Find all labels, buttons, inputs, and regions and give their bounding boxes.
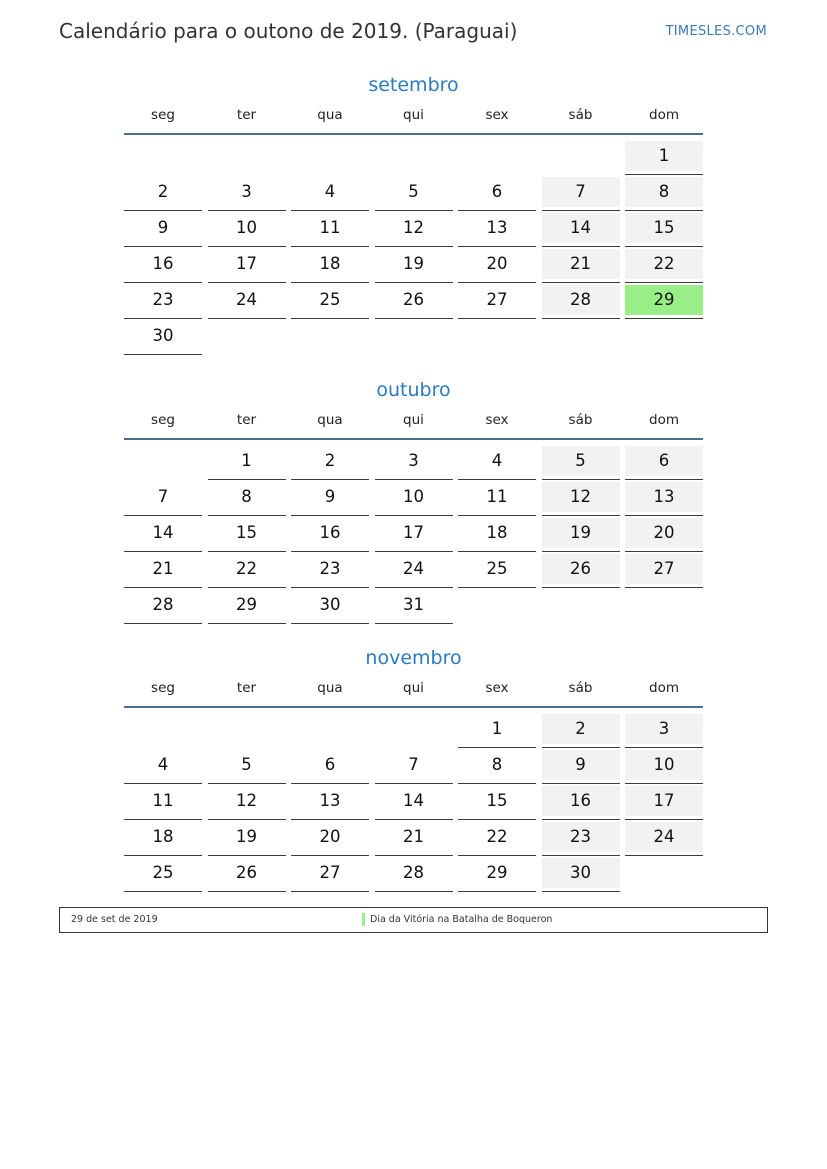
day-cell bbox=[458, 784, 536, 820]
day-cell bbox=[625, 211, 703, 247]
day-cell bbox=[124, 319, 202, 355]
day-cell bbox=[542, 820, 620, 856]
empty-day-cell bbox=[208, 712, 286, 748]
day-number: 2 bbox=[157, 182, 169, 201]
day-number: 27 bbox=[625, 554, 703, 584]
day-cell bbox=[458, 820, 536, 856]
empty-day-cell bbox=[625, 588, 703, 624]
day-cell bbox=[124, 588, 202, 624]
day-number: 10 bbox=[625, 750, 703, 780]
day-number: 25 bbox=[152, 863, 174, 882]
day-number: 7 bbox=[542, 177, 620, 207]
day-number: 30 bbox=[319, 595, 341, 614]
header-rule bbox=[124, 133, 703, 135]
weekday-label: sáb bbox=[568, 412, 593, 428]
day-number: 12 bbox=[236, 791, 257, 810]
legend-color-swatch bbox=[362, 913, 365, 926]
day-cell bbox=[625, 247, 703, 283]
day-number: 29 bbox=[236, 595, 257, 614]
day-cell bbox=[208, 247, 286, 283]
day-number: 14 bbox=[403, 791, 424, 810]
day-number: 26 bbox=[236, 863, 257, 882]
day-number: 13 bbox=[319, 791, 341, 810]
day-cell bbox=[458, 712, 536, 748]
month-novembro bbox=[124, 644, 703, 892]
day-cell bbox=[291, 444, 369, 480]
day-number: 16 bbox=[152, 254, 174, 273]
legend-date: 29 de set de 2019 bbox=[71, 914, 158, 925]
weekday-label: qui bbox=[403, 107, 424, 123]
empty-day-cell bbox=[291, 139, 369, 175]
month-setembro bbox=[124, 71, 703, 355]
weekday-label: qui bbox=[403, 412, 424, 428]
day-number: 19 bbox=[236, 827, 257, 846]
day-cell bbox=[208, 516, 286, 552]
day-cell bbox=[208, 856, 286, 892]
day-cell bbox=[291, 856, 369, 892]
day-cell bbox=[375, 856, 453, 892]
month-name: novembro bbox=[365, 647, 462, 669]
day-cell bbox=[124, 820, 202, 856]
day-cell bbox=[625, 712, 703, 748]
day-cell bbox=[542, 175, 620, 211]
day-cell bbox=[458, 175, 536, 211]
day-number: 8 bbox=[625, 177, 703, 207]
day-cell bbox=[625, 516, 703, 552]
day-number: 24 bbox=[625, 822, 703, 852]
weekday-label: ter bbox=[236, 107, 257, 123]
day-cell bbox=[208, 211, 286, 247]
day-grid bbox=[124, 139, 703, 355]
empty-day-cell bbox=[208, 139, 286, 175]
day-cell bbox=[542, 247, 620, 283]
day-cell bbox=[375, 283, 453, 319]
empty-day-cell bbox=[375, 712, 453, 748]
day-number: 28 bbox=[403, 863, 424, 882]
day-cell bbox=[458, 283, 536, 319]
day-cell bbox=[375, 748, 453, 784]
month-name: outubro bbox=[376, 379, 451, 401]
day-number: 4 bbox=[491, 451, 503, 470]
day-number: 8 bbox=[491, 755, 503, 774]
day-number: 13 bbox=[486, 218, 508, 237]
weekday-label: seg bbox=[151, 107, 175, 123]
empty-day-cell bbox=[542, 139, 620, 175]
day-number: 22 bbox=[236, 559, 257, 578]
day-number: 31 bbox=[403, 595, 424, 614]
weekday-label: sex bbox=[485, 107, 509, 123]
day-cell bbox=[625, 444, 703, 480]
day-cell bbox=[375, 784, 453, 820]
day-number: 13 bbox=[625, 482, 703, 512]
month-outubro bbox=[124, 376, 703, 624]
day-number: 27 bbox=[486, 290, 508, 309]
day-cell bbox=[458, 444, 536, 480]
day-cell bbox=[625, 552, 703, 588]
header-rule bbox=[124, 706, 703, 708]
day-cell bbox=[625, 175, 703, 211]
day-number: 25 bbox=[486, 559, 508, 578]
day-number: 11 bbox=[486, 487, 508, 506]
day-number: 2 bbox=[542, 714, 620, 744]
day-cell bbox=[542, 552, 620, 588]
day-number: 24 bbox=[236, 290, 257, 309]
day-number: 7 bbox=[157, 487, 169, 506]
day-number: 12 bbox=[542, 482, 620, 512]
month-name: setembro bbox=[368, 74, 459, 96]
day-number: 23 bbox=[319, 559, 341, 578]
empty-day-cell bbox=[625, 319, 703, 355]
weekday-label: qua bbox=[317, 412, 343, 428]
day-number: 16 bbox=[542, 786, 620, 816]
weekday-label: sáb bbox=[568, 107, 593, 123]
header-rule bbox=[124, 438, 703, 440]
day-number: 20 bbox=[319, 827, 341, 846]
empty-day-cell bbox=[375, 139, 453, 175]
empty-day-cell bbox=[124, 444, 202, 480]
day-cell bbox=[124, 748, 202, 784]
day-number: 21 bbox=[542, 249, 620, 279]
day-cell bbox=[208, 444, 286, 480]
day-number: 22 bbox=[625, 249, 703, 279]
day-cell bbox=[375, 247, 453, 283]
day-number: 9 bbox=[157, 218, 169, 237]
day-cell bbox=[542, 444, 620, 480]
day-cell bbox=[208, 820, 286, 856]
day-cell bbox=[625, 480, 703, 516]
day-cell bbox=[208, 283, 286, 319]
day-cell bbox=[458, 856, 536, 892]
day-cell bbox=[124, 247, 202, 283]
day-number: 18 bbox=[319, 254, 341, 273]
day-number: 9 bbox=[542, 750, 620, 780]
day-grid bbox=[124, 444, 703, 624]
day-cell bbox=[291, 588, 369, 624]
day-number: 20 bbox=[625, 518, 703, 548]
empty-day-cell bbox=[458, 139, 536, 175]
empty-day-cell bbox=[625, 856, 703, 892]
day-cell bbox=[542, 784, 620, 820]
day-number: 30 bbox=[542, 858, 620, 888]
day-cell bbox=[375, 588, 453, 624]
weekday-label: sáb bbox=[568, 680, 593, 696]
holiday-day-cell bbox=[625, 283, 703, 319]
day-cell bbox=[542, 748, 620, 784]
day-cell bbox=[542, 712, 620, 748]
day-number: 21 bbox=[152, 559, 174, 578]
weekday-label: sex bbox=[485, 412, 509, 428]
day-cell bbox=[291, 211, 369, 247]
day-cell bbox=[291, 784, 369, 820]
day-number: 1 bbox=[625, 141, 703, 171]
day-number: 15 bbox=[486, 791, 508, 810]
weekday-header bbox=[124, 680, 703, 696]
day-cell bbox=[291, 247, 369, 283]
day-cell bbox=[542, 283, 620, 319]
day-cell bbox=[124, 516, 202, 552]
day-number: 6 bbox=[324, 755, 336, 774]
empty-day-cell bbox=[124, 139, 202, 175]
day-number: 4 bbox=[324, 182, 336, 201]
day-cell bbox=[458, 480, 536, 516]
day-cell bbox=[291, 748, 369, 784]
day-number: 11 bbox=[319, 218, 341, 237]
day-cell bbox=[208, 480, 286, 516]
weekday-header bbox=[124, 412, 703, 428]
day-cell bbox=[124, 784, 202, 820]
day-cell bbox=[375, 516, 453, 552]
day-number: 6 bbox=[625, 446, 703, 476]
day-cell bbox=[542, 516, 620, 552]
weekday-label: qui bbox=[403, 680, 424, 696]
day-number: 15 bbox=[236, 523, 257, 542]
weekday-label: seg bbox=[151, 680, 175, 696]
day-grid bbox=[124, 712, 703, 892]
day-number: 6 bbox=[491, 182, 503, 201]
day-cell bbox=[208, 588, 286, 624]
day-number: 15 bbox=[625, 213, 703, 243]
day-cell bbox=[124, 175, 202, 211]
day-number: 16 bbox=[319, 523, 341, 542]
day-cell bbox=[375, 820, 453, 856]
day-cell bbox=[291, 283, 369, 319]
day-cell bbox=[291, 820, 369, 856]
day-cell bbox=[291, 480, 369, 516]
day-cell bbox=[291, 175, 369, 211]
day-cell bbox=[458, 552, 536, 588]
day-number: 17 bbox=[236, 254, 257, 273]
page-title: Calendário para o outono de 2019. (Paraguai) bbox=[59, 19, 518, 43]
empty-day-cell bbox=[208, 319, 286, 355]
day-number: 17 bbox=[625, 786, 703, 816]
day-cell bbox=[375, 444, 453, 480]
day-cell bbox=[542, 211, 620, 247]
empty-day-cell bbox=[124, 712, 202, 748]
day-cell bbox=[208, 748, 286, 784]
day-number: 14 bbox=[542, 213, 620, 243]
day-cell bbox=[124, 856, 202, 892]
empty-day-cell bbox=[542, 319, 620, 355]
day-number: 25 bbox=[319, 290, 341, 309]
day-cell bbox=[208, 175, 286, 211]
day-number: 5 bbox=[241, 755, 252, 774]
site-brand[interactable]: TIMESLES.COM bbox=[665, 24, 767, 39]
empty-day-cell bbox=[375, 319, 453, 355]
day-number: 18 bbox=[152, 827, 174, 846]
day-cell bbox=[458, 516, 536, 552]
day-number: 23 bbox=[152, 290, 174, 309]
empty-day-cell bbox=[291, 319, 369, 355]
day-number: 10 bbox=[403, 487, 424, 506]
weekday-label: dom bbox=[649, 107, 679, 123]
day-number: 21 bbox=[403, 827, 424, 846]
day-cell bbox=[458, 247, 536, 283]
weekday-label: ter bbox=[236, 680, 257, 696]
day-number: 30 bbox=[152, 326, 174, 345]
day-cell bbox=[458, 748, 536, 784]
day-cell bbox=[458, 211, 536, 247]
day-cell bbox=[124, 552, 202, 588]
day-cell bbox=[542, 480, 620, 516]
empty-day-cell bbox=[291, 712, 369, 748]
day-cell bbox=[124, 283, 202, 319]
day-cell bbox=[291, 516, 369, 552]
day-cell bbox=[375, 211, 453, 247]
day-number: 2 bbox=[324, 451, 336, 470]
day-cell bbox=[208, 784, 286, 820]
day-number: 19 bbox=[403, 254, 424, 273]
day-number: 5 bbox=[408, 182, 419, 201]
day-cell bbox=[625, 748, 703, 784]
day-number: 26 bbox=[542, 554, 620, 584]
day-cell bbox=[625, 820, 703, 856]
day-cell bbox=[375, 480, 453, 516]
day-cell bbox=[375, 175, 453, 211]
day-number: 29 bbox=[625, 285, 703, 315]
day-cell bbox=[375, 552, 453, 588]
day-number: 3 bbox=[408, 451, 419, 470]
day-number: 3 bbox=[625, 714, 703, 744]
day-number: 1 bbox=[491, 719, 503, 738]
day-number: 12 bbox=[403, 218, 424, 237]
day-number: 8 bbox=[241, 487, 252, 506]
day-number: 5 bbox=[542, 446, 620, 476]
day-number: 7 bbox=[408, 755, 419, 774]
day-cell bbox=[208, 552, 286, 588]
day-number: 3 bbox=[241, 182, 252, 201]
day-number: 4 bbox=[157, 755, 169, 774]
legend-description: Dia da Vitória na Batalha de Boqueron bbox=[370, 914, 553, 925]
day-number: 11 bbox=[152, 791, 174, 810]
weekday-label: dom bbox=[649, 680, 679, 696]
empty-day-cell bbox=[542, 588, 620, 624]
day-number: 20 bbox=[486, 254, 508, 273]
day-number: 18 bbox=[486, 523, 508, 542]
day-number: 29 bbox=[486, 863, 508, 882]
day-number: 22 bbox=[486, 827, 508, 846]
day-cell bbox=[291, 552, 369, 588]
empty-day-cell bbox=[458, 319, 536, 355]
weekday-label: dom bbox=[649, 412, 679, 428]
day-number: 23 bbox=[542, 822, 620, 852]
empty-day-cell bbox=[458, 588, 536, 624]
day-number: 9 bbox=[324, 487, 336, 506]
day-number: 19 bbox=[542, 518, 620, 548]
day-number: 17 bbox=[403, 523, 424, 542]
day-cell bbox=[542, 856, 620, 892]
holiday-legend bbox=[59, 907, 768, 933]
weekday-label: sex bbox=[485, 680, 509, 696]
day-number: 28 bbox=[542, 285, 620, 315]
weekday-header bbox=[124, 107, 703, 123]
day-cell bbox=[124, 211, 202, 247]
weekday-label: ter bbox=[236, 412, 257, 428]
day-number: 27 bbox=[319, 863, 341, 882]
day-cell bbox=[124, 480, 202, 516]
day-cell bbox=[625, 139, 703, 175]
day-number: 1 bbox=[241, 451, 252, 470]
day-number: 24 bbox=[403, 559, 424, 578]
day-number: 26 bbox=[403, 290, 424, 309]
day-number: 10 bbox=[236, 218, 257, 237]
weekday-label: qua bbox=[317, 107, 343, 123]
weekday-label: seg bbox=[151, 412, 175, 428]
day-number: 28 bbox=[152, 595, 174, 614]
day-number: 14 bbox=[152, 523, 174, 542]
day-cell bbox=[625, 784, 703, 820]
weekday-label: qua bbox=[317, 680, 343, 696]
